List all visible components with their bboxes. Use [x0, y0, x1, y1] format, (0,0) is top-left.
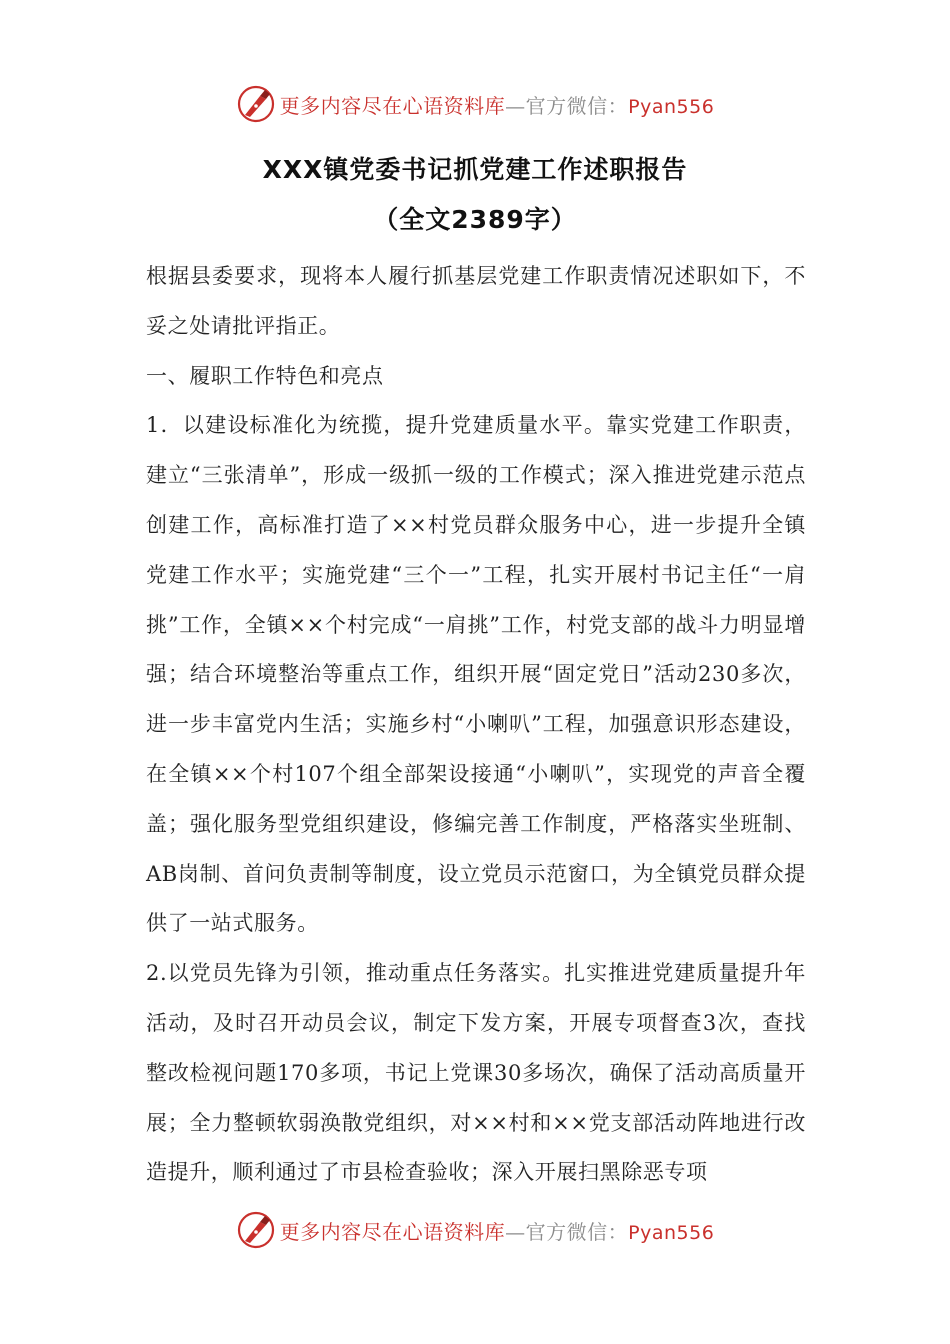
footer-watermark	[0, 1208, 950, 1252]
section-heading: 一、履职工作特色和亮点	[146, 363, 384, 388]
paragraph-item-1: 1．以建设标准化为统揽，提升党建质量水平。靠实党建工作职责，建立“三张清单”，形成一级抓一级的工作模式；深入推进党建示范点创建工作，高标准打造了××村党员群众服务中心，进一步提升全镇党建工作水平；实施党建“三个一”工程，扎实开展村书记主任“一肩挑”工作，全镇××个村完成“一肩挑”工作，村党支部的战斗力明显增强；结合环境整治等重点工作，组织开展“固定党日”活动230多次，进一步丰富党内生活；实施乡村“小喇叭”工程，加强意识形态建设，在全镇××个村107个组全部架设接通“小喇叭”，实现党的声音全覆盖；强化服务型党组织建设，修编完善工作制度，严格落实坐班制、AB岗制、首问负责制等制度，设立党员示范窗口，为全镇党员群众提供了一站式服务。	[146, 413, 806, 936]
paragraph-intro: 根据县委要求，现将本人履行抓基层党建工作职责情况述职如下，不妥之处请批评指正。	[146, 264, 806, 338]
watermark-text: 更多内容尽在心语资料库—官方微信：Pyan556	[279, 93, 715, 118]
header-watermark	[0, 82, 950, 126]
pen-nib-logo-icon	[236, 1210, 276, 1250]
document-subtitle: （全文2389字）	[373, 205, 577, 234]
watermark-text: 更多内容尽在心语资料库—官方微信：Pyan556	[279, 1219, 715, 1244]
document-title: XXX镇党委书记抓党建工作述职报告	[262, 155, 688, 184]
paragraph-item-2: 2.以党员先锋为引领，推动重点任务落实。扎实推进党建质量提升年活动，及时召开动员会议，制定下发方案，开展专项督查3次，查找整改检视问题170多项，书记上党课30多场次，确保了活动高质量开展；全力整顿软弱涣散党组织，对××村和××党支部活动阵地进行改造提升，顺利通过了市县检查验收；深入开展扫黑除恶专项	[146, 961, 806, 1185]
document-body	[146, 252, 806, 1198]
pen-nib-logo-icon	[236, 84, 276, 124]
